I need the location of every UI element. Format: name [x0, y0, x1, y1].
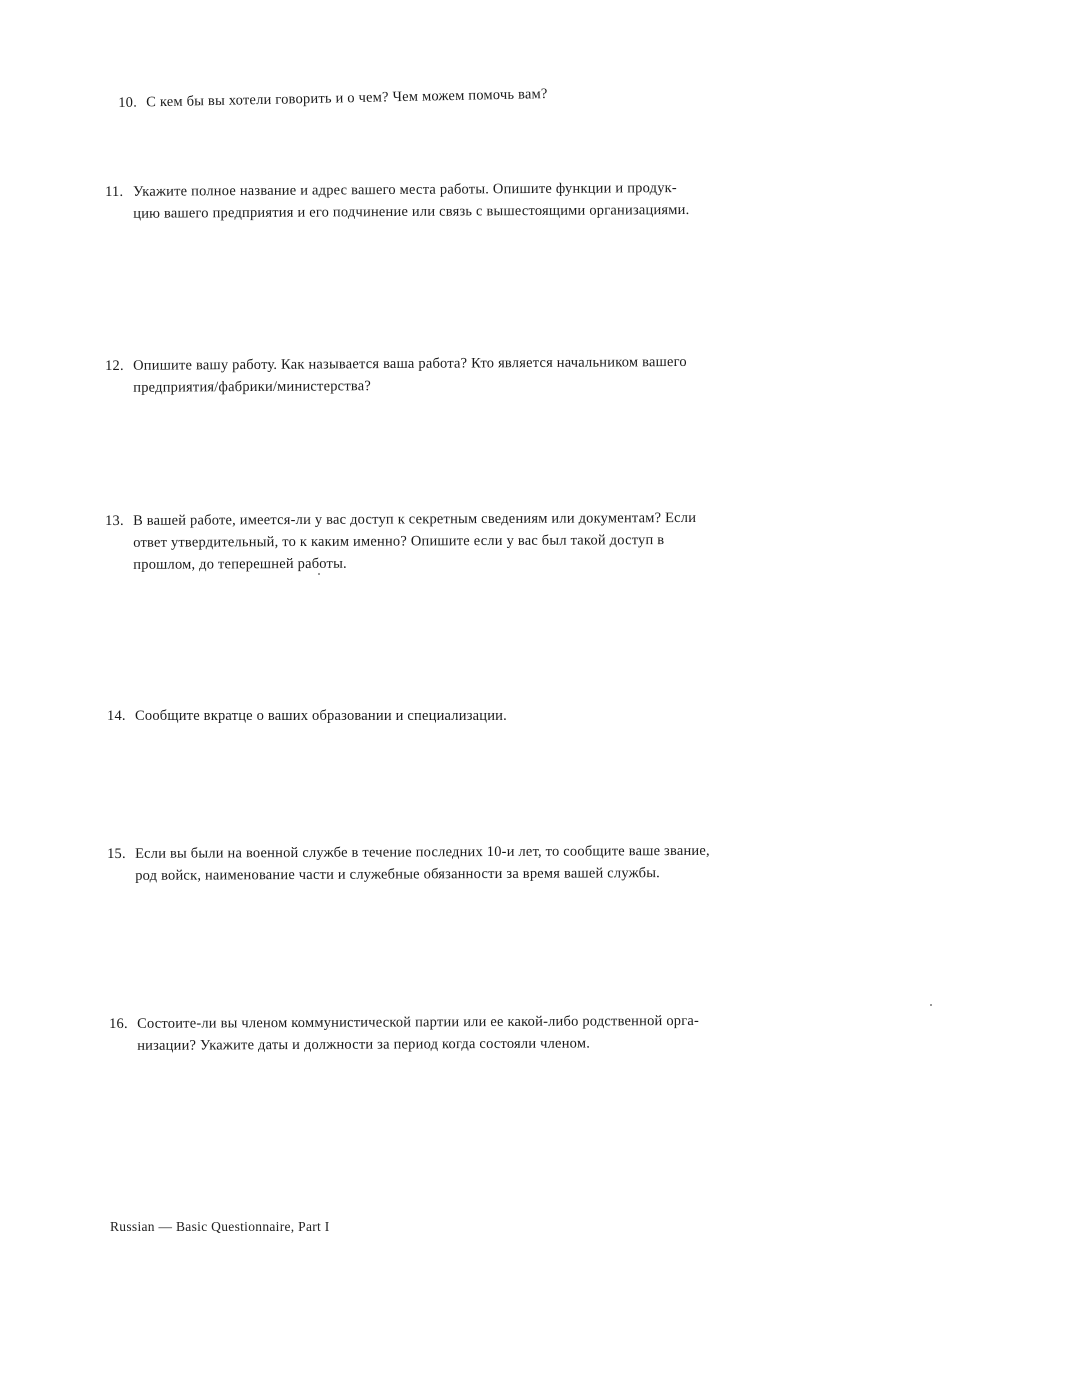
question-number: 14. [107, 708, 126, 724]
question-line: род войск, наименование части и служебные обязанности за время вашей службы. [135, 865, 661, 884]
question-line: ответ утвердительный, то к каким именно? Опишите если у вас был такой доступ в [133, 532, 665, 551]
question-line [118, 83, 548, 114]
question-text: Состоите-ли вы членом коммунистической партии или ее какой-либо родственной орга- [137, 1012, 700, 1032]
question-12 [105, 351, 687, 399]
scan-speck [930, 1004, 932, 1006]
question-line [109, 1010, 699, 1035]
question-text: Сообщите вкратце о ваших образовании и специализации. [135, 708, 507, 724]
question-11 [105, 177, 690, 225]
question-line [107, 840, 710, 865]
question-text: С кем бы вы хотели говорить и о чем? Чем можем помочь вам? [146, 86, 548, 111]
question-14 [107, 705, 507, 727]
page-footer: Russian — Basic Questionnaire, Part I [110, 1219, 330, 1234]
question-text: Укажите полное название и адрес вашего места работы. Опишите функции и продук- [133, 180, 677, 200]
question-line: предприятия/фабрики/министерства? [133, 378, 372, 396]
question-line [105, 507, 696, 532]
question-line [105, 351, 687, 377]
question-number: 15. [107, 845, 126, 862]
question-13 [105, 507, 696, 576]
question-text: В вашей работе, имеется-ли у вас доступ к секретным сведениям или документам? Если [133, 509, 697, 529]
question-number: 10. [118, 94, 138, 111]
question-line: низации? Укажите даты и должности за период когда состояли членом. [137, 1035, 591, 1054]
question-number: 12. [105, 357, 124, 374]
question-number: 13. [105, 512, 124, 529]
question-number: 11. [105, 183, 124, 200]
question-line [107, 705, 507, 727]
question-text: Опишите вашу работу. Как называется ваша работа? Кто является начальником вашего [133, 353, 687, 374]
question-15 [107, 840, 710, 887]
question-line: цию вашего предприятия и его подчинение или связь с вышестоящими организациями. [133, 201, 690, 222]
scan-speck [318, 573, 320, 575]
question-10 [118, 83, 548, 114]
question-16 [109, 1010, 699, 1057]
question-line: прошлом, до теперешней работы. [133, 555, 347, 573]
question-text: Если вы были на военной службе в течение последних 10-и лет, то сообщите ваше звание, [135, 842, 710, 862]
question-number: 16. [109, 1015, 128, 1032]
